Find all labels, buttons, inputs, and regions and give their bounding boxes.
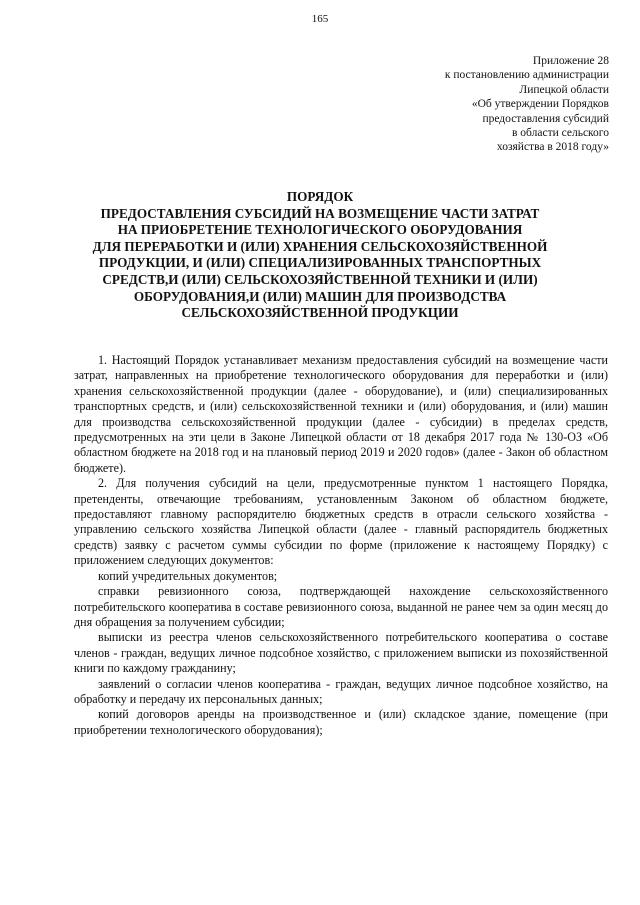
paragraph-list-item: выписки из реестра членов сельскохозяйственного потребительского кооператива о составе членов - граждан, ведущих личное подсобное хозяйство, с приложением выписки из похозяйственной книги по каждому гражданину; xyxy=(74,630,608,676)
paragraph-clause-1: 1. Настоящий Порядок устанавливает механизм предоставления субсидий на возмещение части затрат, направленных на приобретение технологического оборудования для переработки и (или) хранения сельскохозяйственной продукции (далее - оборудование), и (или) специализированных транспортных средств, и (или) сельскохозяйственной техники и (или) оборудования, и (или) машин для производства сельскохозяйственной продукции (далее - субсидии) в пределах средств, предусмотренных на эти цели в Законе Липецкой области от 18 декабря 2017 года № 130-ОЗ «Об областном бюджете на 2018 год и на плановый период 2019 и 2020 годов» (далее - Закон об областном бюджете). xyxy=(74,353,608,475)
annex-line: в области сельского xyxy=(512,127,609,140)
annex-line: предоставления субсидий xyxy=(482,112,609,125)
paragraph-clause-2: 2. Для получения субсидий на цели, предусмотренные пунктом 1 настоящего Порядка, претенденты, отвечающие требованиям, установленным Законом об областном бюджете, предоставляют главному распорядителю бюджетных средств в отрасли сельского хозяйства - управлению сельского хозяйства Липецкой области (далее - главный распорядитель бюджетных средств) заявку с расчетом суммы субсидии по форме (приложение к настоящему Порядку) с приложением следующих документов: xyxy=(74,476,608,568)
document-body xyxy=(74,353,608,738)
title-line: ПОРЯДОК xyxy=(286,189,354,204)
paragraph-list-item: копий договоров аренды на производственное и (или) складское здание, помещение (при приобретении технологического оборудования); xyxy=(74,707,608,737)
title-line: СЕЛЬСКОХОЗЯЙСТВЕННОЙ ПРОДУКЦИИ xyxy=(181,305,459,321)
page-number: 165 xyxy=(311,13,329,25)
title-line: НА ПРИОБРЕТЕНИЕ ТЕХНОЛОГИЧЕСКОГО ОБОРУДОВАНИЯ xyxy=(117,222,523,238)
paragraph-list-item: заявлений о согласии членов кооператива - граждан, ведущих личное подсобное хозяйство, на обработку и передачу их персональных данных; xyxy=(74,676,608,706)
title-line: СРЕДСТВ,И (ИЛИ) СЕЛЬСКОХОЗЯЙСТВЕННОЙ ТЕХНИКИ И (ИЛИ) xyxy=(102,271,538,287)
annex-reference xyxy=(389,54,609,155)
title-line: ОБОРУДОВАНИЯ,И (ИЛИ) МАШИН ДЛЯ ПРОИЗВОДСТВА xyxy=(133,288,507,304)
annex-line: Липецкой области xyxy=(519,83,609,96)
paragraph-list-item: справки ревизионного союза, подтверждающей нахождение сельскохозяйственного потребительского кооператива в составе ревизионного союза, выданной не ранее чем за один месяц до дня обращения за получением субсидии; xyxy=(74,584,608,629)
title-line: ПРЕДОСТАВЛЕНИЯ СУБСИДИЙ НА ВОЗМЕЩЕНИЕ ЧАСТИ ЗАТРАТ xyxy=(100,205,540,221)
document-title xyxy=(40,189,600,322)
annex-line: «Об утверждении Порядков xyxy=(471,98,609,111)
annex-line: Приложение 28 xyxy=(532,55,609,67)
annex-line: хозяйства в 2018 году» xyxy=(496,141,609,154)
paragraph-list-item: копий учредительных документов; xyxy=(98,568,278,583)
title-line: ДЛЯ ПЕРЕРАБОТКИ И (ИЛИ) ХРАНЕНИЯ СЕЛЬСКОХОЗЯЙСТВЕННОЙ xyxy=(92,238,548,254)
annex-line: к постановлению администрации xyxy=(444,69,609,82)
title-line: ПРОДУКЦИИ, И (ИЛИ) СПЕЦИАЛИЗИРОВАННЫХ ТРАНСПОРТНЫХ xyxy=(98,255,542,271)
